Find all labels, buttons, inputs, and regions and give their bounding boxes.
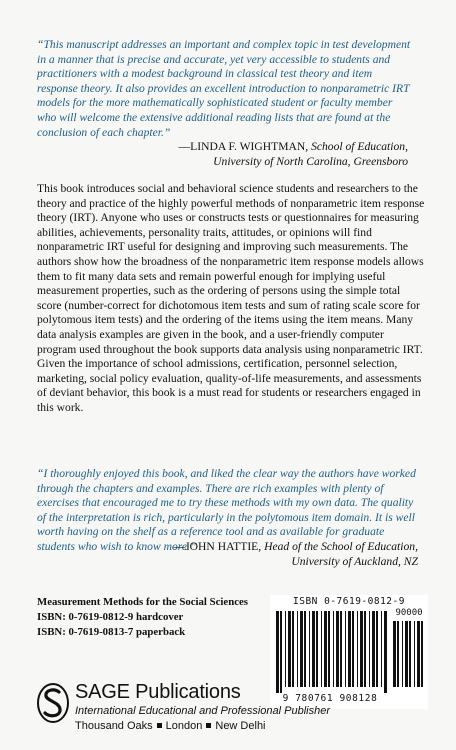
city-new-delhi: New Delhi [215,720,266,732]
bullet-square-icon [157,723,162,728]
attribution-author: —LINDA F. WIGHTMAN, [178,140,309,153]
city-thousand-oaks: Thousand Oaks [75,720,153,732]
series-name: Measurement Methods for the Social Sciences [37,596,249,608]
quote-text: “This manuscript addresses an important and complex topic in test development in a manner that is precise and accurate, yet very accessible to students and practitioners with a modest background in classical test theory and item response theory. It also provides an excellent introduction to nonparametric IRT models for the more mathematically sophisticated student or faculty member who will welcome the extensive additional reading lists that are found at the conclusion of each chapter.” [37,38,411,139]
publisher-cities [75,720,266,732]
publisher-tagline: International Educational and Professional Publisher [75,705,330,717]
attribution-affiliation: University of Auckland, NZ [291,554,418,568]
quote-text: “I thoroughly enjoyed this book, and liked the clear way the authors have worked through the chapters and examples. There are rich examples with plenty of exercises that encouraged me to try these methods with my own data. The quality of the interpretation is rich, particularly in the polytomous item domain. It is well worth having on the shelf as a reference tool and as available for graduate students who wish to know more.” [37,467,416,553]
attribution-affiliation: University of North Carolina, Greensboro [213,154,408,168]
barcode-isbn-label: ISBN 0-7619-0812-9 [293,596,405,607]
quote-attribution-hattie [48,540,418,569]
barcode-ean-number: 9 780761 908128 [282,693,378,704]
bullet-square-icon [206,723,211,728]
isbn-hardcover: ISBN: 0-7619-0812-9 hardcover [37,611,184,623]
attribution-role: School of Education, [311,140,408,153]
quote-attribution-wightman [48,140,408,169]
city-london: London [165,720,203,732]
publisher-name: SAGE Publications [75,681,241,703]
attribution-author: —JOHN HATTIE, [173,540,262,553]
attribution-role: Head of the School of Education, [264,540,418,553]
book-description: This book introduces social and behavioral science students and researchers to the theory and practice of the highly powerful methods of nonparametric item response theory (IRT). Anyone who uses or constructs tests or questionnaires for measuring abilities, achievements, personality traits, attitudes, or opinions will find nonparametric IRT useful for designing and improving such measurements. The authors show how the broadness of the nonparametric item response models allows them to fit many data sets and remain powerful enough for implying useful measurement properties, such as the ordering of persons using the simple total score (number-correct for dichotomous item tests and sum of rating scale score for polytomous item tests) and the ordering of the items using the item means. Many data analysis examples are given in the book, and a user-friendly computer program used throughout the book supports data analysis using nonparametric IRT. Given the importance of school admissions, certification, personnel selection, marketing, social policy evaluation, quality-of-life measurements, and assessments of deviant behavior, this book is a must read for students or researchers engaged in this work. [37,182,425,414]
review-quote-wightman [37,38,412,140]
isbn-paperback: ISBN: 0-7619-0813-7 paperback [37,626,186,638]
series-info [37,595,297,640]
sage-logo-icon [37,683,69,723]
publisher-logo-block [37,683,357,743]
addon-barcode-bars [393,621,425,693]
ean-barcode-bars [276,611,388,693]
barcode-addon-number: 90000 [395,608,423,618]
